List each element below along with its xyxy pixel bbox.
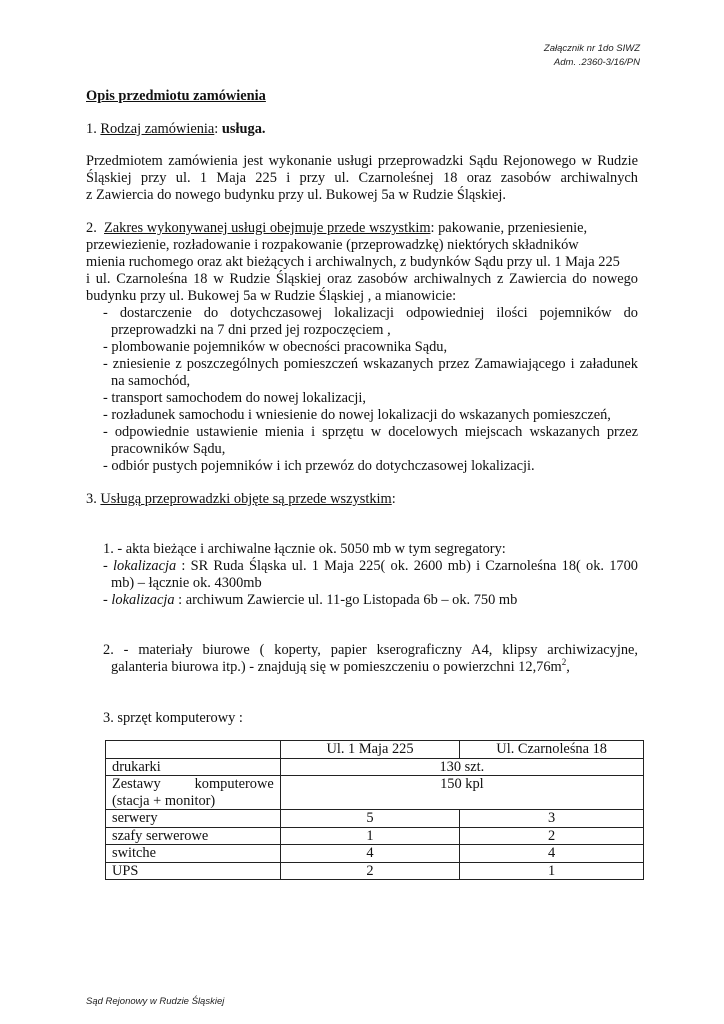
table-cell: 1 <box>460 862 644 880</box>
table-cell: 5 <box>280 810 460 828</box>
section-2-line: mienia ruchomego oraz akt bieżących i archiwalnych, z budynków Sądu przy ul. 1 Maja 225 <box>86 254 620 270</box>
section-3-heading: 3. Usługą przeprowadzki objęte są przede wszystkim: <box>86 491 396 507</box>
table-cell: 130 szt. <box>280 758 643 776</box>
table-cell: szafy serwerowe <box>106 827 281 845</box>
table-cell: 2 <box>460 827 644 845</box>
section-2-line: przewiezienie, rozładowanie i rozpakowanie (przeprowadzkę) niektórych składników <box>86 237 579 253</box>
section-1-label: Rodzaj zamówienia <box>100 121 215 137</box>
scope-item-cont: przeprowadzki na 7 dni przed jej rozpoczęciem , <box>111 322 391 338</box>
archives-total: mb) – łącznie ok. 4300mb <box>111 575 262 591</box>
table-header-cell: Ul. 1 Maja 225 <box>280 741 460 759</box>
scope-item: - rozładunek samochodu i wniesienie do nowej lokalizacji do wskazanych pomieszczeń, <box>103 407 611 423</box>
table-cell: 150 kpl <box>280 776 643 810</box>
scope-item-cont: na samochód, <box>111 373 191 389</box>
table-row <box>106 845 644 863</box>
section-2-heading: 2. Zakres wykonywanej usługi obejmuje przede wszystkim: pakowanie, przeniesienie, <box>86 220 588 236</box>
table-cell: drukarki <box>106 758 281 776</box>
reference-number: Adm. .2360-3/16/PN <box>553 57 640 68</box>
office-supplies-line: 2. - materiały biurowe ( koperty, papier kserograficzny A4, klipsy archiwizacyjne, <box>103 642 638 658</box>
scope-item: - plombowanie pojemników w obecności pracownika Sądu, <box>103 339 448 355</box>
table-row <box>106 776 644 810</box>
table-cell: Zestawy komputerowe (stacja + monitor) <box>106 776 281 810</box>
table-header-row <box>106 741 644 759</box>
table-row <box>106 758 644 776</box>
section-1-value: usługa. <box>221 121 266 137</box>
table-row <box>106 827 644 845</box>
table-cell: serwery <box>106 810 281 828</box>
archives-location-2: - lokalizacja : archiwum Zawiercie ul. 11-go Listopada 6b – ok. 750 mb <box>103 592 518 608</box>
computer-equipment-heading: 3. sprzęt komputerowy : <box>103 710 243 726</box>
attachment-label: Załącznik nr 1do SIWZ <box>543 43 640 54</box>
intro-line: Przedmiotem zamówienia jest wykonanie usługi przeprowadzki Sądu Rejonowego w Rudzie <box>86 153 638 169</box>
table-cell: 3 <box>460 810 644 828</box>
document-title: Opis przedmiotu zamówienia <box>86 88 266 104</box>
section-2-label: Zakres wykonywanej usługi obejmuje przede wszystkim <box>104 220 431 236</box>
section-2-line: i ul. Czarnoleśna 18 w Rudzie Śląskiej oraz zasobów archiwalnych z Zawiercia do nowego <box>86 271 638 287</box>
table-row <box>106 862 644 880</box>
section-2-line: budynku przy ul. Bukowej 5a w Rudzie Śląskiej , a mianowicie: <box>86 288 457 304</box>
scope-item: - transport samochodem do nowej lokalizacji, <box>103 390 366 406</box>
section-3-label: Usługą przeprowadzki objęte są przede wszystkim <box>100 491 392 507</box>
footer-court-name: Sąd Rejonowy w Rudzie Śląskiej <box>86 996 225 1007</box>
scope-item: - zniesienie z poszczególnych pomieszczeń wskazanych przez Zamawiającego i załadunek <box>103 356 638 372</box>
intro-line: z Zawiercia do nowego budynku przy ul. Bukowej 5a w Rudzie Śląskiej. <box>86 187 507 203</box>
table-row <box>106 810 644 828</box>
intro-line: Śląskiej przy ul. 1 Maja 225 i przy ul. Czarnoleśnej 18 oraz zasobów archiwalnych <box>86 170 638 186</box>
equipment-table <box>105 740 644 880</box>
scope-item: - dostarczenie do dotychczasowej lokalizacji odpowiedniej ilości pojemników do <box>103 305 638 321</box>
office-supplies-line: galanteria biurowa itp.) - znajdują się w pomieszczeniu o powierzchni $12,76m^2$, <box>111 657 570 675</box>
table-cell: 4 <box>280 845 460 863</box>
table-cell: 2 <box>280 862 460 880</box>
section-1: 1. Rodzaj zamówienia: usługa. <box>86 121 266 137</box>
table-cell: 1 <box>280 827 460 845</box>
table-cell: switche <box>106 845 281 863</box>
table-cell: 4 <box>460 845 644 863</box>
archives-location-1: - lokalizacja : SR Ruda Śląska ul. 1 Maja 225( ok. 2600 mb) i Czarnoleśna 18( ok. 1700 <box>103 558 639 574</box>
table-header-cell: Ul. Czarnoleśna 18 <box>460 741 644 759</box>
archives-line: 1. - akta bieżące i archiwalne łącznie ok. 5050 mb w tym segregatory: <box>103 541 506 557</box>
table-cell: UPS <box>106 862 281 880</box>
table-header-cell <box>106 741 281 759</box>
scope-item: - odpowiednie ustawienie mienia i sprzętu w docelowych miejscach wskazanych przez <box>103 424 638 440</box>
scope-item-cont: pracowników Sądu, <box>111 441 226 457</box>
scope-item: - odbiór pustych pojemników i ich przewóz do dotychczasowej lokalizacji. <box>103 458 535 474</box>
